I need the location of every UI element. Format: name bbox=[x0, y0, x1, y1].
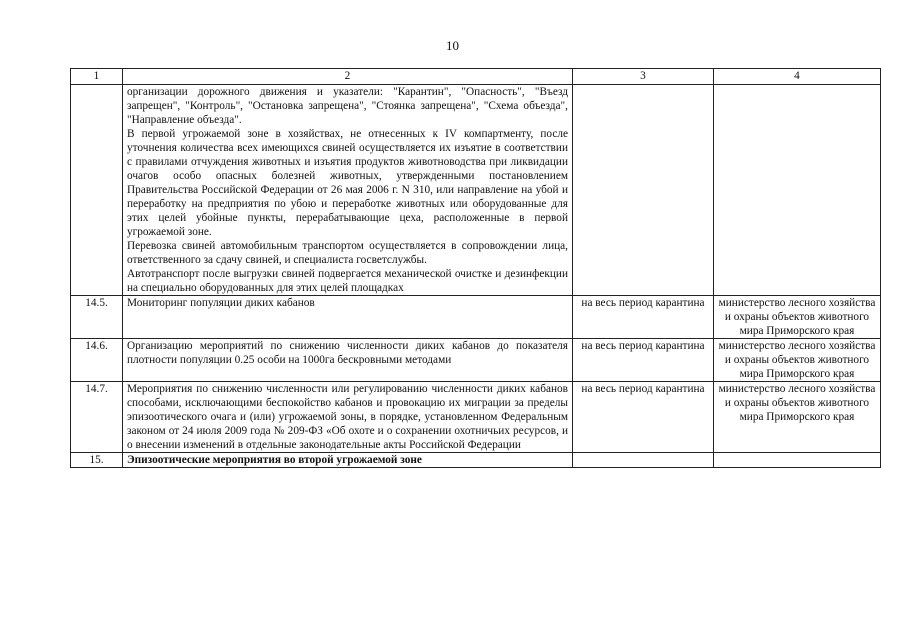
table-row-14-5 bbox=[71, 296, 881, 339]
row-text-content: Организацию мероприятий по снижению численности диких кабанов до показателя плотности популяции 0.25 особи на 1000га бескровными методами bbox=[127, 340, 568, 366]
row-responsible: министерство лесного хозяйства и охраны объектов животного мира Приморского края bbox=[714, 382, 881, 453]
table-row-14-6 bbox=[71, 339, 881, 382]
row-period: на весь период карантина bbox=[573, 339, 714, 382]
paragraph-transport: Перевозка свиней автомобильным транспортом осуществляется в сопровождении лица, ответственного за сдачу свиней, и специалиста госветслужбы. bbox=[127, 240, 568, 266]
section-number: 15. bbox=[71, 453, 123, 468]
page-number: 10 bbox=[446, 38, 459, 53]
section-responsible-empty bbox=[714, 453, 881, 468]
section-period-empty bbox=[573, 453, 714, 468]
row-text-content: Мероприятия по снижению численности или регулированию численности диких кабанов способами, исключающими беспокойство кабанов и провокацию их миграции за пределы эпизоотического очага и (или) угрожаемой зоны, в порядке, установленном Федеральным законом от 24 июля 2009 года № 209-ФЗ «Об охоте и о сохранении охотничьих ресурсов, и о внесении изменений в отдельные законодательные акты Российской Федерации bbox=[127, 383, 568, 451]
row-text bbox=[123, 85, 573, 296]
row-period: на весь период карантина bbox=[573, 382, 714, 453]
row-responsible: министерство лесного хозяйства и охраны объектов животного мира Приморского края bbox=[714, 339, 881, 382]
row-text bbox=[123, 339, 573, 382]
row-responsible: министерство лесного хозяйства и охраны объектов животного мира Приморского края bbox=[714, 296, 881, 339]
column-header-2: 2 bbox=[123, 69, 573, 85]
row-number: 14.5. bbox=[71, 296, 123, 339]
row-number: 14.7. bbox=[71, 382, 123, 453]
column-header-1: 1 bbox=[71, 69, 123, 85]
column-header-row bbox=[71, 69, 881, 85]
table-row-continuation bbox=[71, 85, 881, 296]
measures-table bbox=[70, 68, 881, 468]
row-text-content: Мониторинг популяции диких кабанов bbox=[127, 297, 315, 309]
row-text bbox=[123, 296, 573, 339]
paragraph-signs: организации дорожного движения и указатели: "Карантин", "Опасность", "Въезд запрещен", "Контроль", "Остановка запрещена", "Стоянка запрещена", "Схема объезда", "Направление объезда". bbox=[127, 86, 568, 126]
column-header-4: 4 bbox=[714, 69, 881, 85]
section-title: Эпизоотические мероприятия во второй угрожаемой зоне bbox=[123, 453, 573, 468]
column-header-3: 3 bbox=[573, 69, 714, 85]
row-period: на весь период карантина bbox=[573, 296, 714, 339]
table-row-14-7 bbox=[71, 382, 881, 453]
row-number bbox=[71, 85, 123, 296]
row-number: 14.6. bbox=[71, 339, 123, 382]
paragraph-seizure: В первой угрожаемой зоне в хозяйствах, не отнесенных к IV компартменту, после уточнения количества всех имеющихся свиней осуществляется их изъятие в соответствии с правилами отчуждения животных и изъятия продуктов животноводства при ликвидации очагов особо опасных болезней животных, утвержденными постановлением Правительства Российской Федерации от 26 мая 2006 г. N 310, или направление на убой и переработку на предприятия по убою и переработке животных или оборудованные для этих целей убойные пункты, перерабатывающие цеха, расположенные в первой угрожаемой зоне. bbox=[127, 128, 568, 238]
row-responsible bbox=[714, 85, 881, 296]
table-row-section-15 bbox=[71, 453, 881, 468]
row-text bbox=[123, 382, 573, 453]
paragraph-disinfection: Автотранспорт после выгрузки свиней подвергается механической очистке и дезинфекции на специально оборудованных для этих целей площадках bbox=[127, 268, 568, 294]
row-period bbox=[573, 85, 714, 296]
